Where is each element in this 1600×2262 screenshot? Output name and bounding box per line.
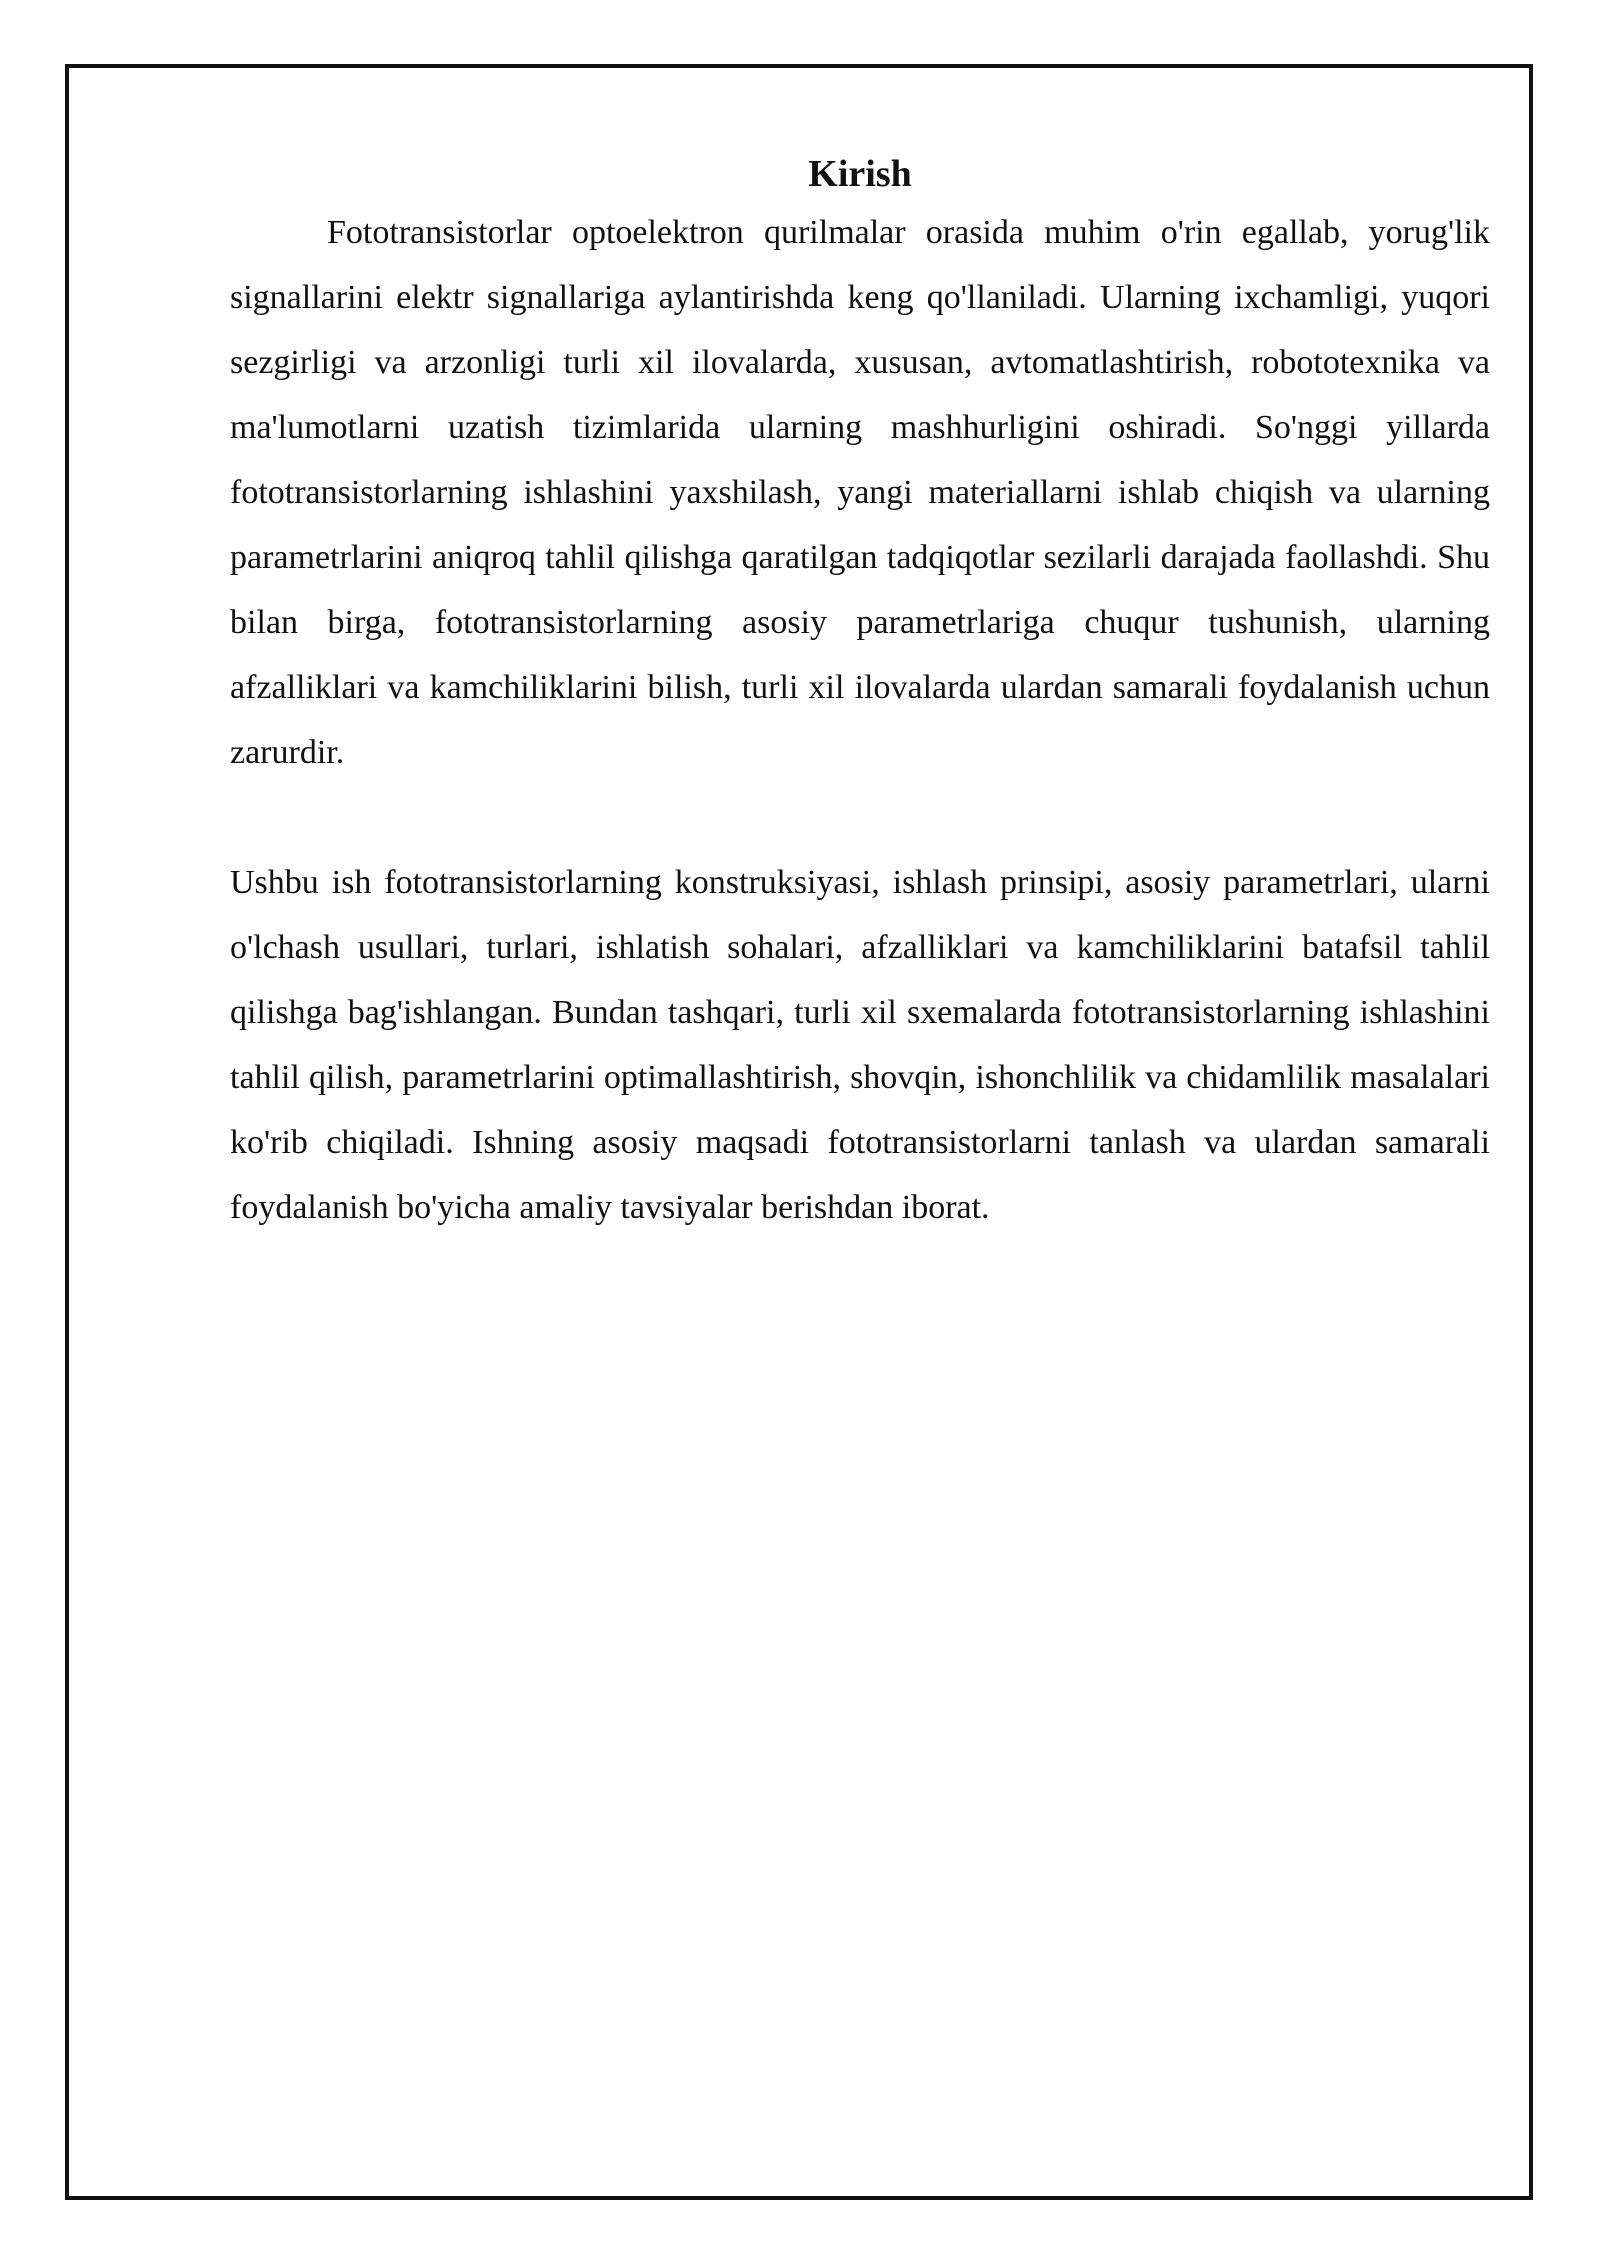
paragraph-spacer [230,785,1490,850]
paragraph-scope: Ushbu ish fototransistorlarning konstruksiyasi, ishlash prinsipi, asosiy parametrlari, ularni o'lchash usullari, turlari, ishlatish sohalari, afzalliklari va kamchiliklarini batafsil tahlil qilishga bag'ishlangan. Bundan tashqari, turli xil sxemalarda fototransistorlarning ishlashini tahlil qilish, parametrlarini optimallashtirish, shovqin, ishonchlilik va chidamlilik masalalari ko'rib chiqiladi. Ishning asosiy maqsadi fototransistorlarni tanlash va ulardan samarali foydalanish bo'yicha amaliy tavsiyalar berishdan iborat. [230,864,1490,1226]
document-body [230,148,1490,1240]
paragraph-introduction: Fototransistorlar optoelektron qurilmalar orasida muhim o'rin egallab, yorug'lik signallarini elektr signallariga aylantirishda keng qo'llaniladi. Ularning ixchamligi, yuqori sezgirligi va arzonligi turli xil ilovalarda, xususan, avtomatlashtirish, robototexnika va ma'lumotlarni uzatish tizimlarida ularning mashhurligini oshiradi. So'nggi yillarda fototransistorlarning ishlashini yaxshilash, yangi materiallarni ishlab chiqish va ularning parametrlarini aniqroq tahlil qilishga qaratilgan tadqiqotlar sezilarli darajada faollashdi. Shu bilan birga, fototransistorlarning asosiy parametrlariga chuqur tushunish, ularning afzalliklari va kamchiliklarini bilish, turli xil ilovalarda ulardan samarali foydalanish uchun zarurdir. [230,214,1490,771]
document-title: Kirish [808,153,912,195]
